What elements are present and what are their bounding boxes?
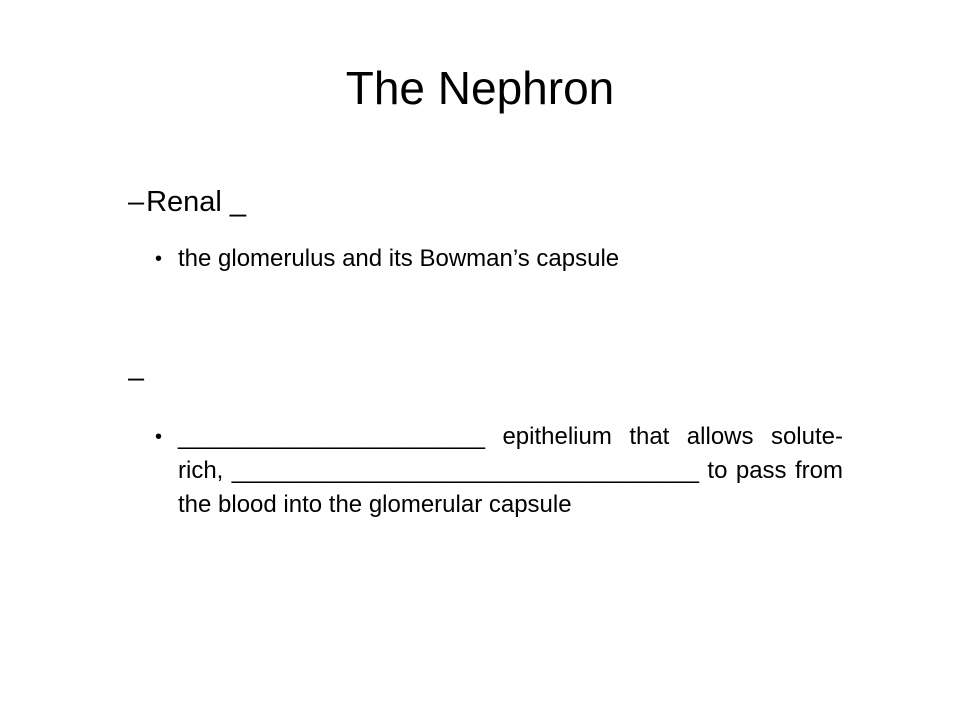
dash-marker: –: [128, 362, 145, 394]
bullet-level2-epithelium: [155, 420, 845, 522]
bullet-marker: •: [155, 248, 163, 270]
slide-title: The Nephron: [345, 62, 615, 114]
bullet-level2-renal-corpuscle: [155, 242, 845, 276]
bullet-level1-renal: [128, 182, 246, 222]
bullet-level1-blank: [128, 358, 145, 398]
bullet-level2-text: _______________________ epithelium that allows solute-rich, ___________________________________ to pass from the blood into the glomerular capsule: [178, 423, 843, 518]
bullet-marker: •: [155, 426, 163, 448]
bullet-level1-text: Renal _: [146, 186, 247, 218]
dash-marker: –: [128, 186, 145, 218]
bullet-level2-text: the glomerulus and its Bowman’s capsule: [178, 245, 620, 272]
